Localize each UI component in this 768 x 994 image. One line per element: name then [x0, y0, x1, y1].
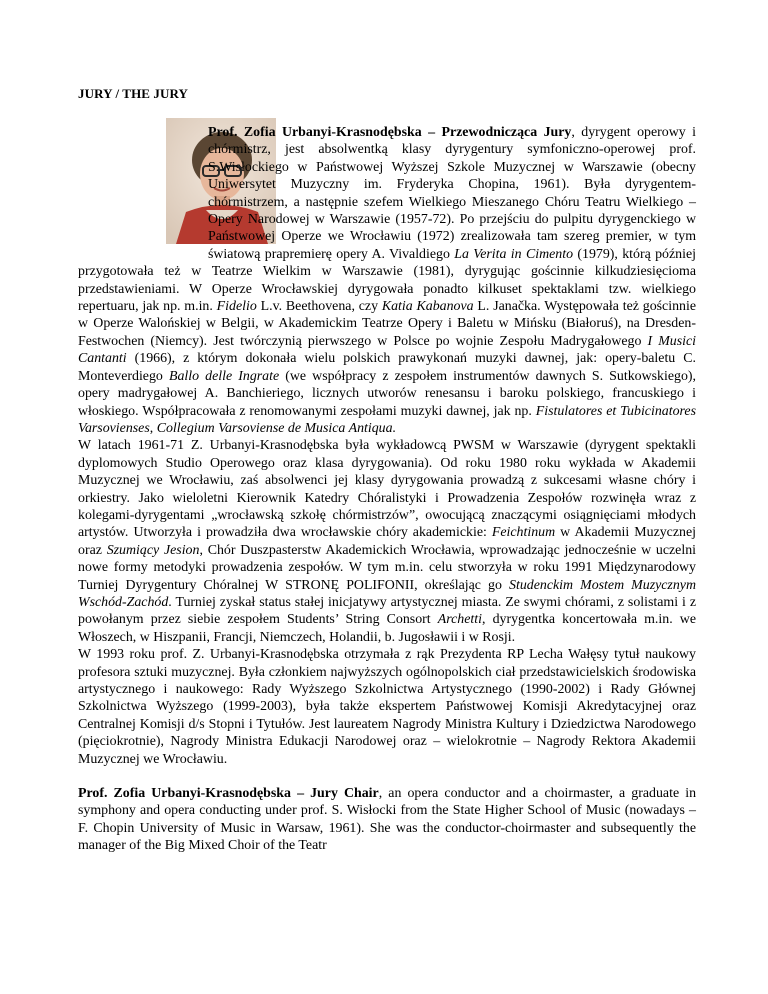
bio-name-en: Prof. Zofia Urbanyi-Krasnodębska – Jury Chair: [78, 786, 379, 802]
page-heading: JURY / THE JURY: [78, 86, 189, 101]
bio-name-pl: Prof. Zofia Urbanyi-Krasnodębska – Przewodnicząca Jury: [208, 125, 572, 140]
bio-en-paragraph-1: Prof. Zofia Urbanyi-Krasnodębska – Jury Chair, an opera conductor and a choirmaster, a graduate in symphony and opera conducting under prof. S. Wisłocki from the State Higher School of Music (nowadays – F. Chopin University of Music in Warsaw, 1961). She was the conductor-choirmaster and subsequently the manager of the Big Mixed Choir of the Teatr: [78, 786, 697, 854]
bio-pl-paragraph-1: Prof. Zofia Urbanyi-Krasnodębska – Przewodnicząca Jury, dyrygent operowy i chórmistrz, jest absolwentką klasy dyrygentury symfoniczno-operowej prof. S.Wisłockiego w Państwowej Wyższej Szkole Muzycznej w Warszawie (obecny Uniwersytet Muzyczny im. Fryderyka Chopina, 1961). Była dyrygentem-chórmistrzem, a następnie szefem Wielkiego Mieszanego Chóru Teatru Wielkiego – Opery Narodowej w Warszawie (1957-72). Po przejściu do pulpitu dyrygenckiego w Państwowej Operze we Wrocławiu (1972) zrealizowała tam szereg premier, w tym światową prapremierę opery A. Vivaldiego La Verita in Cimento (1979), którą później przygotowała też w Teatrze Wielkim w Warszawie (1981), dyrygując gościnnie kilkudziesięciomа przedstawieniami. W Operze Wrocławskiej dyrygowała ponadto kilkuset spektaklami tzw. wielkiego repertuaru, jak np. m.in. Fidelio L.v. Beethovena, czy Katia Kabanova L. Janačka. Występowała też gościnnie w Operze Walońskiej w Belgii, w Akademickim Teatrze Opery i Baletu w Mińsku (Białoruś), na Dresden-Festwochen (Niemcy). Jest twórczynią pierwszego w Polsce po wojnie Zespołu Madrygałowego I Musici Cantanti (1966), z którym dokonała wielu polskich prawykonań muzyki dawnej, jak: opery-baletu C. Monteverdiego Ballo delle Ingrate (we współpracy z zespołem instrumentów dawnych S. Sutkowskiego), opery madrygałowej A. Banchieriego, licznych utworów renesansu i baroku polskiego, francuskiego i włoskiego. Współpracowała z renomowanymi zespołami muzyki dawnej, jak np. Fistulatores et Tubicinatores Varsovienses, Collegium Varsoviense de Musica Antiqua.: [78, 125, 697, 436]
bio-pl-paragraph-3: W 1993 roku prof. Z. Urbanyi-Krasnodębska otrzymała z rąk Prezydenta RP Lecha Wałęsy tytuł naukowy profesora sztuki muzycznej. Była członkiem najwyższych ogólnopolskich ciał przedstawicielskich środowiska artystycznego i naukowego: Rady Wyższego Szkolnictwa Artystycznego (1990-2002) i Rady Głównej Szkolnictwa Wyższego (1999-2003), była także ekspertem Państwowej Komisji Akredytacyjnej oraz Centralnej Komisji d/s Stopni i Tytułów. Jest laureatem Nagrody Ministra Kultury i Dziedzictwa Narodowego (pięciokrotnie), Nagrody Ministra Edukacji Narodowej oraz – wielokrotnie – Nagrody Rektora Akademii Muzycznej we Wrocławiu.: [78, 647, 696, 767]
biography-text: [78, 124, 696, 855]
bio-pl-paragraph-2: W latach 1961-71 Z. Urbanyi-Krasnodębska była wykładowcą PWSM w Warszawie (dyrygent spektakli dyplomowych Studio Operowego oraz klasa dyrygowania). Od roku 1980 roku wykłada w Akademii Muzycznej we Wrocławiu, zaś absolwenci jej klasy dyrygowania prowadzą z sukcesami własne chóry i orkiestry. Jako wieloletni Kierownik Katedry Chóralistyki i Prowadzenia Zespołów rozwinęła wraz z kolegami-dyrygentami „wrocławską szkołę chórmistrzów”, owocującą znaczącymi osiągnięciami młodych artystów. Utworzyła i prowadziła dwa wrocławskie chóry akademickie: Feichtinum w Akademii Muzycznej oraz Szumiący Jesion, Chór Duszpasterstw Akademickich Wrocławia, wprowadzając jednocześnie w uczelni nowe formy metodyki prowadzenia zespołów. W tym m.in. celu stworzyła w roku 1991 Międzynarodowy Turniej Dyrygentury Chóralnej W STRONĘ POLIFONII, określając go Studenckim Mostem Muzycznym Wschód-Zachód. Turniej zyskał status stałej inicjatywy artystycznej miasta. Ze swymi chórami, z solistami i z powołanym przez siebie zespołem Students’ String Consort Archetti, dyrygentka koncertowała m.in. we Włoszech, w Hiszpanii, Francji, Niemczech, Holandii, b. Jugosławii i w Rosji.: [78, 438, 697, 645]
